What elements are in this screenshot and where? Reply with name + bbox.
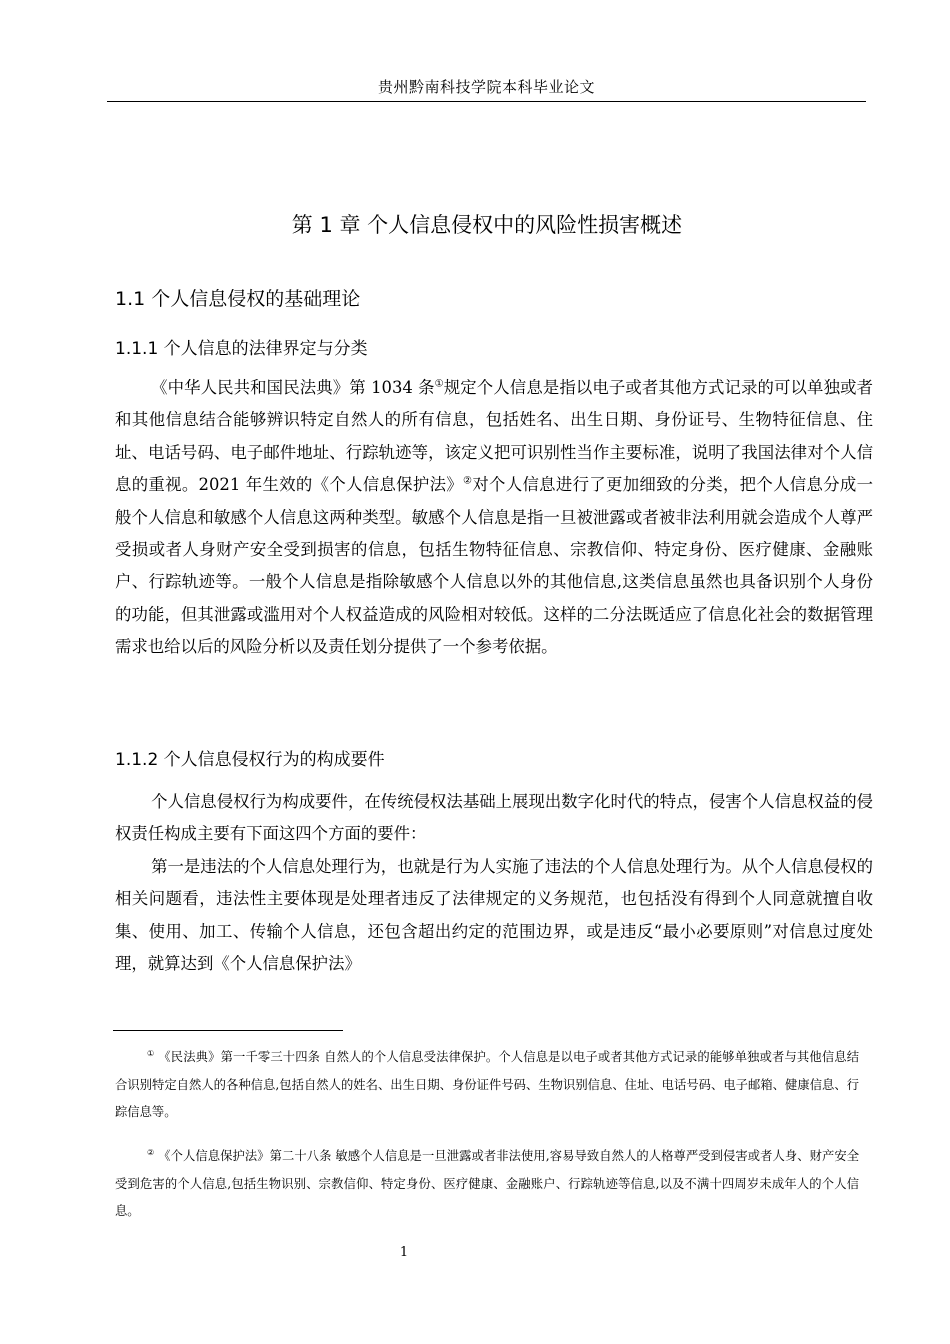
footnote-separator xyxy=(113,1030,343,1031)
page-number: 1 xyxy=(399,1245,409,1260)
body-paragraph-1-1-2-a: 个人信息侵权行为构成要件，在传统侵权法基础上展现出数字化时代的特点，侵害个人信息权益的侵权责任构成主要有下面这四个方面的要件： xyxy=(115,792,873,844)
footnote-mark: ② xyxy=(146,1147,155,1157)
footnote-1 xyxy=(115,1044,859,1127)
footnote-ref-1: ① xyxy=(434,378,444,390)
footnote-2 xyxy=(115,1143,859,1226)
paragraph-text: 规定个人信息是指以电子或者其他方式记录的可以单独或者和其他信息结合能够辨识特定自然人的所有信息，包括姓名、出生日期、身份证号、生物特征信息、住址、电话号码、电子邮件地址、行踪轨迹等，该定义把可识别性当作主要标准，说明了我国法律对个人信息的重视。2021 年生效的《个人信息保护法》 xyxy=(115,378,873,495)
paragraph-text: 《中华人民共和国民法典》第 1034 条 xyxy=(151,378,435,397)
section-heading-1-1-1: 1.1.1 个人信息的法律界定与分类 xyxy=(115,339,368,359)
footnote-text: 《个人信息保护法》第二十八条 敏感个人信息是一旦泄露或者非法使用,容易导致自然人的人格尊严受到侵害或者人身、财产安全受到危害的个人信息,包括生物识别、宗教信仰、特定身份、医疗健康、金融账户、行踪轨迹等信息,以及不满十四周岁未成年人的个人信息。 xyxy=(115,1149,859,1218)
footnote-text: 《民法典》第一千零三十四条 自然人的个人信息受法律保护。个人信息是以电子或者其他方式记录的能够单独或者与其他信息结合识别特定自然人的各种信息,包括自然人的姓名、出生日期、身份证件号码、生物识别信息、住址、电话号码、电子邮箱、健康信息、行踪信息等。 xyxy=(115,1050,859,1119)
body-paragraph-1-1-1 xyxy=(115,372,873,664)
body-paragraph-1-1-2-b: 第一是违法的个人信息处理行为，也就是行为人实施了违法的个人信息处理行为。从个人信息侵权的相关问题看，违法性主要体现是处理者违反了法律规定的义务规范，也包括没有得到个人同意就擅自收集、使用、加工、传输个人信息，还包含超出约定的范围边界，或是违反“最小必要原则”对信息过度处理，就算达到《个人信息保护法》 xyxy=(115,857,873,974)
section-heading-1-1-2: 1.1.2 个人信息侵权行为的构成要件 xyxy=(115,750,385,770)
footnote-mark: ① xyxy=(146,1048,155,1058)
running-header: 贵州黔南科技学院本科毕业论文 xyxy=(377,78,595,96)
footnote-ref-2: ② xyxy=(463,475,473,487)
section-heading-1-1: 1.1 个人信息侵权的基础理论 xyxy=(115,288,361,310)
chapter-title: 第 1 章 个人信息侵权中的风险性损害概述 xyxy=(291,213,683,237)
header-divider xyxy=(107,101,866,102)
paragraph-text: 对个人信息进行了更加细致的分类，把个人信息分成一般个人信息和敏感个人信息这两种类型。敏感个人信息是指一旦被泄露或者被非法利用就会造成个人尊严受损或者人身财产安全受到损害的信息，包括生物特征信息、宗教信仰、特定身份、医疗健康、金融账户、行踪轨迹等。一般个人信息是指除敏感个人信息以外的其他信息,这类信息虽然也具备识别个人身份的功能，但其泄露或滥用对个人权益造成的风险相对较低。这样的二分法既适应了信息化社会的数据管理需求也给以后的风险分析以及责任划分提供了一个参考依据。 xyxy=(115,475,874,657)
